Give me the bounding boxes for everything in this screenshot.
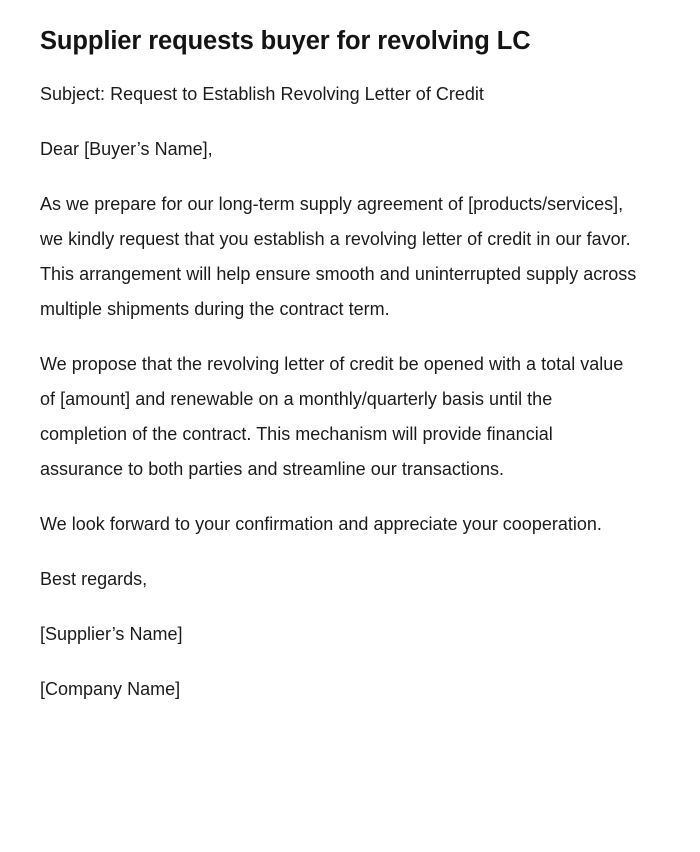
paragraph-subject: Subject: Request to Establish Revolving Letter of Credit [40,84,484,104]
document-body [40,77,640,707]
paragraph-company-name: [Company Name] [40,679,181,699]
paragraph-request: As we prepare for our long-term supply agreement of [products/services], we kindly request that you establish a revolving letter of credit in our favor. This arrangement will help ensure smooth and uninterrupted supply across multiple shipments during the contract term. [40,194,637,319]
paragraph-signoff: Best regards, [40,569,148,589]
page-title: Supplier requests buyer for revolving LC [40,27,531,55]
paragraph-salutation: Dear [Buyer’s Name], [40,139,213,159]
paragraph-closing: We look forward to your confirmation and appreciate your cooperation. [40,514,602,534]
paragraph-proposal: We propose that the revolving letter of credit be opened with a total value of [amount] and renewable on a monthly/quarterly basis until the completion of the contract. This mechanism will provide financial assurance to both parties and streamline our transactions. [40,354,624,479]
paragraph-supplier-name: [Supplier’s Name] [40,624,183,644]
